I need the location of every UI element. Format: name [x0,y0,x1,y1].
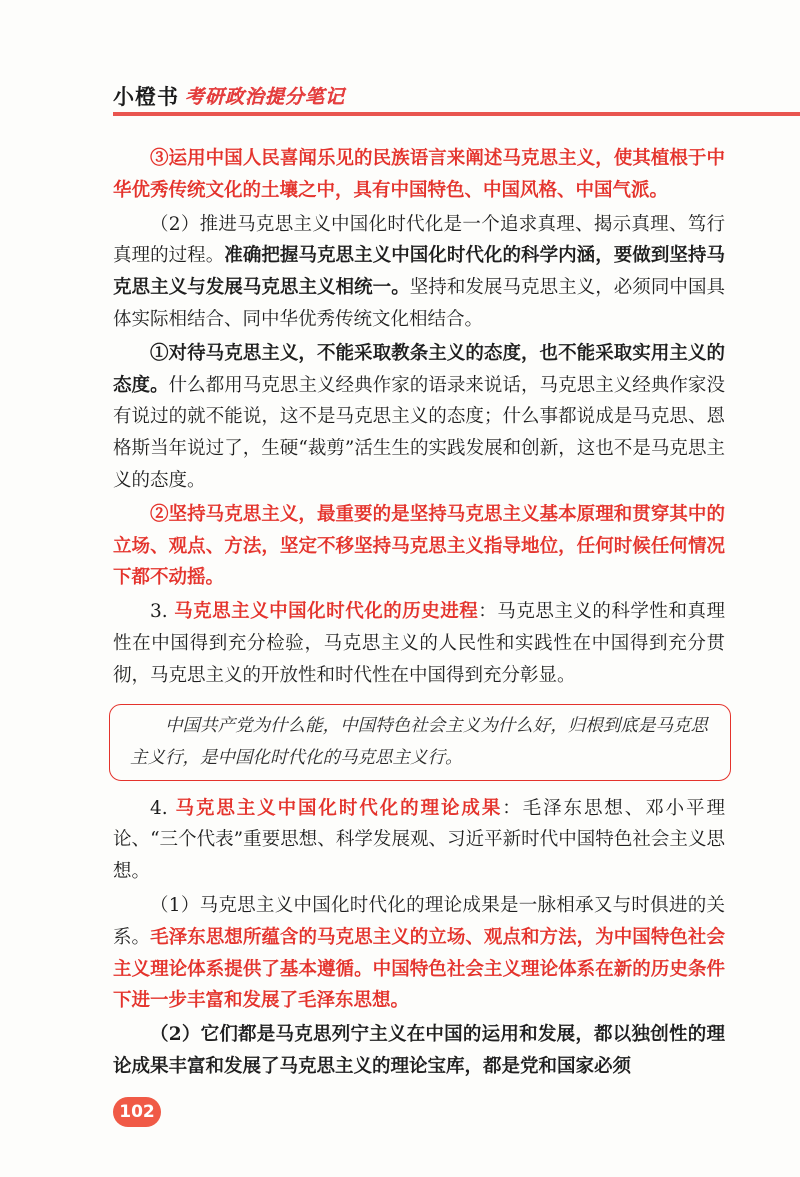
body-text: 什么都用马克思主义经典作家的语录来说话，马克思主义经典作家没有说过的就不能说，这不是马克思主义的态度；什么事都说成是马克思、恩格斯当年说过了，生硬“裁剪”活生生的实践发展和创新，这也不是马克思主义的态度。 [113,374,725,491]
book-brand: 小橙书 [113,85,179,109]
highlight-text: ③运用中国人民喜闻乐见的民族语言来阐述马克思主义，使其植根于中华优秀传统文化的土壤之中，具有中国特色、中国风格、中国气派。 [113,148,725,201]
paragraph-6 [113,793,725,888]
section-heading: 马克思主义中国化时代化的理论成果 [175,797,503,819]
section-number: 3. [150,601,168,623]
page-number-badge: 102 [113,1097,161,1127]
body-text: ：毛泽东思想、邓小平理论、“三个代表”重要思想、科学发展观、习近平新时代中国特色社会主义思想。 [113,797,725,883]
paragraph-4 [113,499,725,594]
paragraph-3 [113,338,725,497]
highlight-text: ②坚持马克思主义，最重要的是坚持马克思主义基本原理和贯穿其中的立场、观点、方法，坚定不移坚持马克思主义指导地位，任何时候任何情况下都不动摇。 [113,503,725,589]
quote-callout-box [109,704,731,781]
body-text: （1）马克思主义中国化时代化的理论成果是一脉相承又与时俱进的关系。 [113,894,725,948]
book-subtitle: 考研政治提分笔记 [185,86,346,108]
paragraph-8 [113,1019,725,1083]
highlight-text: 毛泽东思想所蕴含的马克思主义的立场、观点和方法，为中国特色社会主义理论体系提供了基本遵循。中国特色社会主义理论体系在新的历史条件下进一步丰富和发展了毛泽东思想。 [113,926,725,1012]
bold-text: 准确把握马克思主义中国化时代化的科学内涵，要做到坚持马克思主义与发展马克思主义相统一。 [113,245,725,299]
section-heading: 马克思主义中国化时代化的历史进程 [174,601,479,623]
paragraph-2 [113,209,725,336]
paragraph-1 [113,143,725,207]
body-text: （2）推进马克思主义中国化时代化是一个追求真理、揭示真理、笃行真理的过程。 [113,213,725,267]
body-text: 坚持和发展马克思主义，必须同中国具体实际相结合、同中华优秀传统文化相结合。 [113,277,725,330]
paragraph-5 [113,596,725,691]
page-header [113,78,345,112]
section-number: 4. [150,797,168,819]
page-body [113,143,725,1083]
paragraph-7 [113,890,725,1017]
header-rule [113,112,800,116]
bold-text: ①对待马克思主义，不能采取教条主义的态度，也不能采取实用主义的态度。 [113,342,725,396]
body-text: ：马克思主义的科学性和真理性在中国得到充分检验，马克思主义的人民性和实践性在中国得到充分贯彻，马克思主义的开放性和时代性在中国得到充分彰显。 [113,601,725,686]
bold-text: （2）它们都是马克思列宁主义在中国的运用和发展，都以独创性的理论成果丰富和发展了马克思主义的理论宝库，都是党和国家必须 [113,1024,725,1077]
callout-text: 中国共产党为什么能，中国特色社会主义为什么好，归根到底是马克思主义行，是中国化时代化的马克思主义行。 [130,715,708,768]
